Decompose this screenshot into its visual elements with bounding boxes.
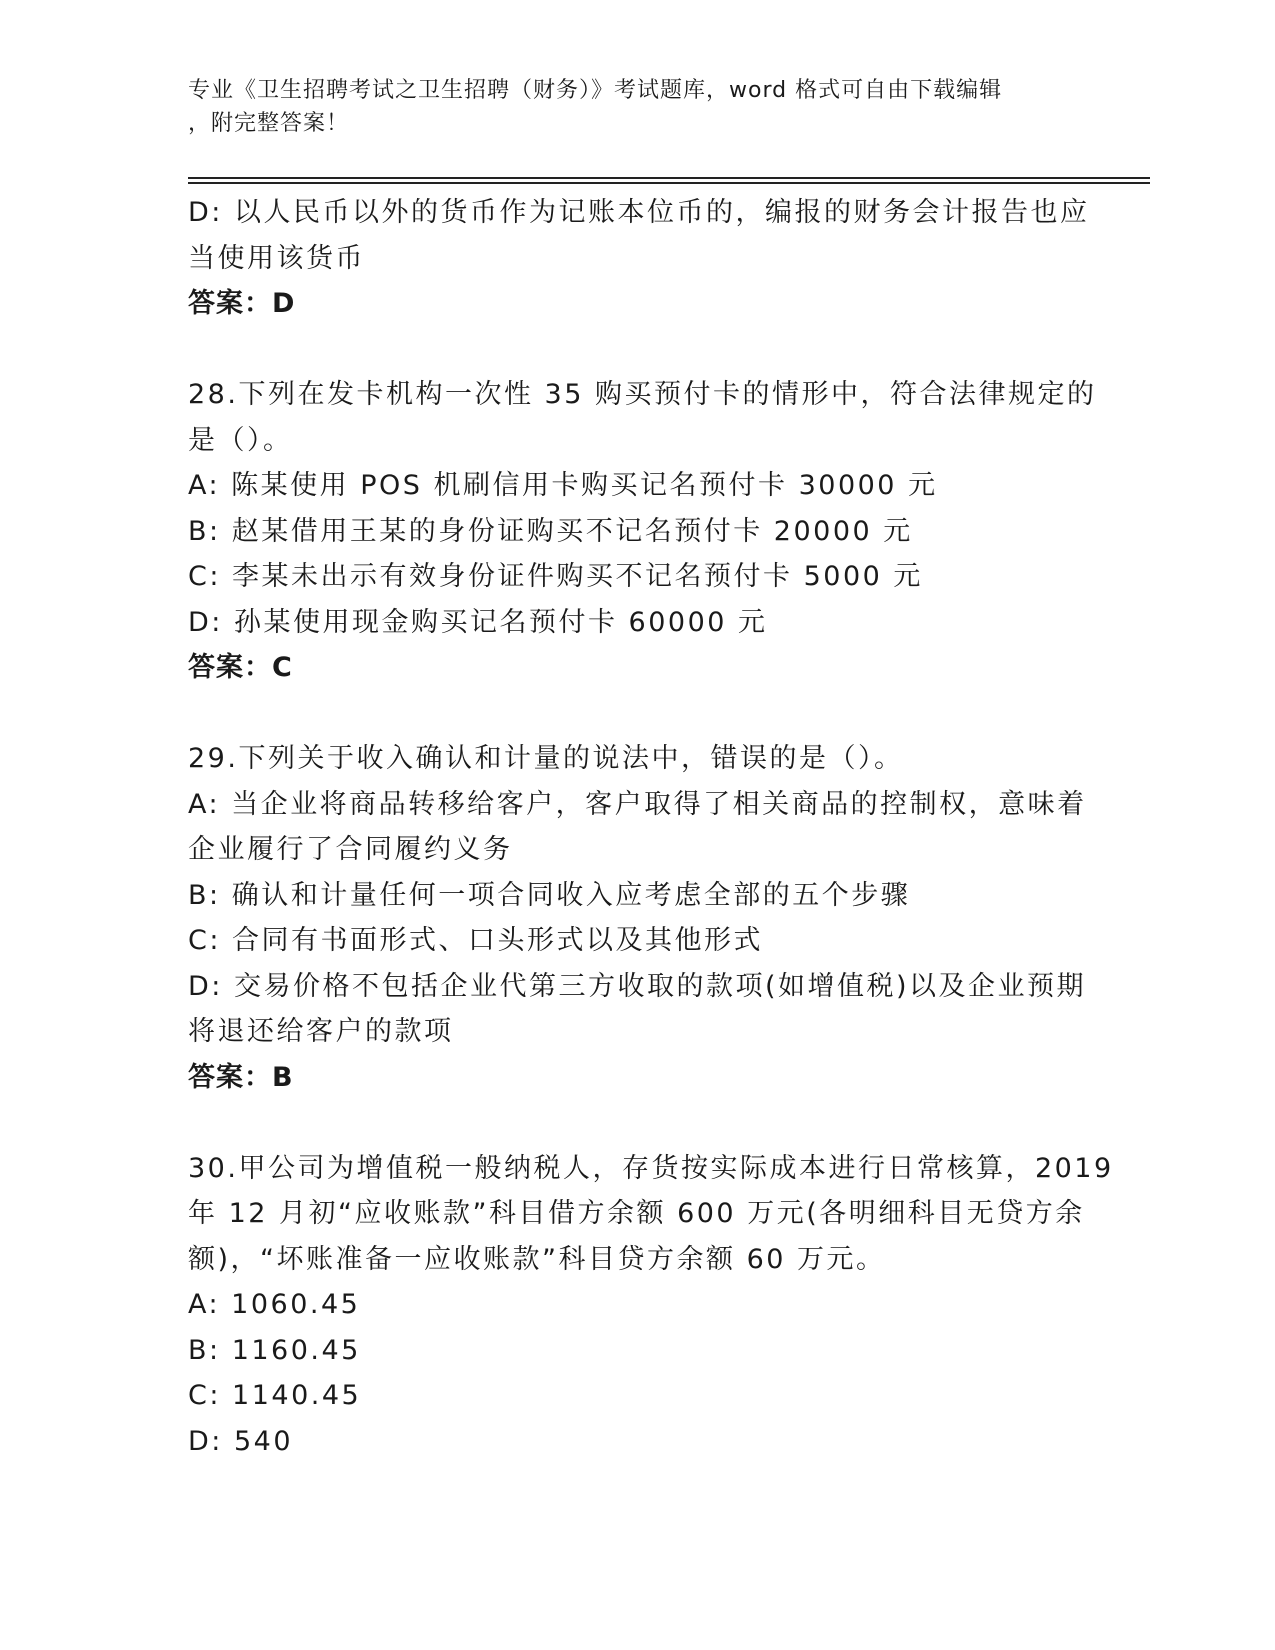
question-content: [188, 190, 1114, 1464]
question-28: [188, 372, 1097, 691]
option-b: B: 赵某借用王某的身份证购买不记名预付卡 20000 元: [188, 515, 913, 547]
document-header: [188, 74, 1088, 140]
question-stem: 30.甲公司为增值税一般纳税人，存货按实际成本进行日常核算，2019: [188, 1152, 1114, 1184]
spacer: [188, 691, 1088, 737]
question-stem-continued: 年 12 月初“应收账款”科目借方余额 600 万元(各明细科目无贷方余: [188, 1198, 1085, 1229]
question-stem-continued: 额)，“坏账准备一应收账款”科目贷方余额 60 万元。: [188, 1243, 886, 1275]
option-b: B: 1160.45: [188, 1334, 361, 1366]
option-a: A: 当企业将商品转移给客户，客户取得了相关商品的控制权，意味着: [188, 788, 1087, 820]
option-d-continued: 将退还给客户的款项: [188, 1016, 454, 1047]
option-c: C: 合同有书面形式、口头形式以及其他形式: [188, 925, 764, 956]
option-a: A: 1060.45: [188, 1289, 361, 1320]
header-divider-top: [188, 177, 1150, 179]
question-stem: 28.下列在发卡机构一次性 35 购买预付卡的情形中，符合法律规定的: [188, 379, 1097, 410]
question-stem-continued: 是（）。: [188, 424, 293, 456]
question-29: [188, 736, 1088, 1100]
question-27-tail: [188, 190, 1088, 327]
option-d-continued: 当使用该货币: [188, 242, 365, 274]
header-line-1: 专业《卫生招聘考试之卫生招聘（财务）》考试题库，word 格式可自由下载编辑: [188, 78, 1003, 103]
answer-line: 答案：B: [188, 1061, 294, 1093]
option-c: C: 李某未出示有效身份证件购买不记名预付卡 5000 元: [188, 561, 923, 592]
spacer: [188, 1100, 1088, 1146]
option-d: D: 孙某使用现金购买记名预付卡 60000 元: [188, 606, 768, 638]
option-c: C: 1140.45: [188, 1380, 362, 1411]
option-d: D: 540: [188, 1425, 294, 1457]
spacer: [188, 327, 1088, 373]
answer-line: 答案：D: [188, 288, 296, 319]
option-d: D: 以人民币以外的货币作为记账本位币的，编报的财务会计报告也应: [188, 197, 1090, 228]
question-stem: 29.下列关于收入确认和计量的说法中，错误的是（）。: [188, 743, 904, 774]
header-line-2: ，附完整答案！: [188, 111, 350, 136]
answer-line: 答案：C: [188, 652, 293, 683]
option-a-continued: 企业履行了合同履约义务: [188, 834, 513, 865]
option-b: B: 确认和计量任何一项合同收入应考虑全部的五个步骤: [188, 879, 911, 911]
option-d: D: 交易价格不包括企业代第三方收取的款项(如增值税)以及企业预期: [188, 970, 1087, 1002]
option-a: A: 陈某使用 POS 机刷信用卡购买记名预付卡 30000 元: [188, 470, 938, 501]
question-30: [188, 1146, 1114, 1465]
header-divider-bottom: [188, 182, 1150, 184]
